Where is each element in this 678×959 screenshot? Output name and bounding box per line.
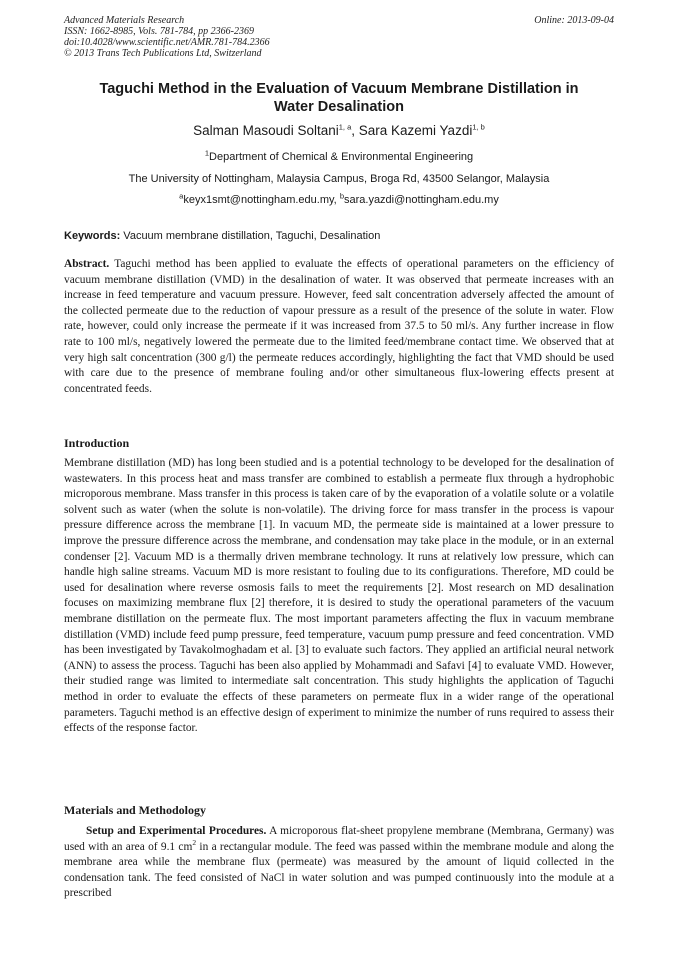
journal-name: Advanced Materials Research	[64, 15, 185, 26]
author-emails: $^a$keyx1smt@nottingham.edu.my, $^b$sara.yazdi@nottingham.edu.my	[179, 191, 499, 206]
author-separator: ,	[351, 123, 359, 138]
issn-line: ISSN: 1662-8985, Vols. 781-784, pp 2366-2369	[64, 26, 254, 37]
abstract-section	[64, 257, 614, 397]
subsection-lead: Setup and Experimental Procedures.	[86, 825, 267, 837]
journal-header	[64, 15, 270, 59]
introduction-text: Membrane distillation (MD) has long been studied and is a potential technology to be developed for the desalination of wastewaters. In this process heat and mass transfer are combined to establish a permeate flux through a hydrophobic microporous membrane. Mass transfer in this process is taken care of by the evaporation of a volatile solute or a volatile solvent such as water (when the solute is non-volatile). The driving force for mass transfer in the process is vapour pressure difference across the membrane [1]. In vacuum MD, the permeate side is maintained at a lower pressure to improve the pressure difference across the membrane, and condensation may take place in the module, or in an external condenser [2]. Vacuum MD is a thermally driven membrane technology. It runs at relatively low pressure, which can handle high saline streams. Vacuum MD is more resistant to fouling due to its configurations. Therefore, MD could be used for desalination where reverse osmosis fails to meet the requirements [2]. Most research on MD desalination focuses on maximizing membrane flux [2] therefore, it is desired to study the operational parameters of the vacuum membrane distillation on the permeate flux. The most important parameters affecting the flux in vacuum membrane distillation (VMD) include feed pump pressure, feed temperature, vacuum pump pressure and feed concentration. VMD has been investigated by Tavakolmoghadam et al. [3] to evaluate such factors. They applied an artificial neural network (ANN) to assess the process. Taguchi has been also applied by Mohammadi and Safavi [4] to evaluate VMD. However, their studied range was limited to intermediate salt concentration. This study highlights the application of Taguchi method in order to evaluate the effects of these parameters on permeate flux in a wider range of the operational parameters. Taguchi method is an effective design of experiment to minimize the number of runs required to assess their effects of the response factor.	[64, 457, 614, 735]
title-line-1: Taguchi Method in the Evaluation of Vacuum Membrane Distillation in	[99, 81, 579, 97]
author-superscript: 1, b	[472, 122, 485, 132]
affiliation-superscript: 1	[204, 148, 210, 158]
email-link[interactable]: keyx1smt@nottingham.edu.my,	[183, 194, 340, 206]
author-superscript: 1, a	[338, 122, 352, 132]
keywords-line	[64, 229, 614, 243]
methods-text-continued: in a rectangular module. The feed was passed within the membrane module and along the membrane area while the membrane flux (permeate) was measured by the amount of liquid collected in the condensation tank. The feed consisted of NaCl in water solution and was pumped continuously into the module at a prescribed	[64, 840, 614, 900]
author-list	[54, 122, 624, 140]
author-name: Sara Kazemi Yazdi	[358, 123, 473, 138]
unit-superscript: 2	[192, 837, 197, 847]
keywords-label: Keywords:	[64, 230, 121, 242]
introduction-section	[64, 456, 614, 737]
author-name: Salman Masoudi Soltani	[193, 123, 339, 138]
abstract-text: Taguchi method has been applied to evaluate the effects of operational parameters on the efficiency of vacuum membrane distillation (VMD) in the desalination of water. It was observed that permeate increases with an increase in feed temperature and vacuum pressure. However, feed salt concentration adversely affected the amount of the collected permeate due to the reduction of vapour pressure as a result of the presence of the solute in water. Flow rate, however, could only increase the permeate if it was increased from 37.5 to 50 ml/s. Any further increase in flow rate to 100 ml/s, negatively lowered the permeate due to the limited feed/membrane contact time. We observed that at very high salt concentration (300 g/l) the permeate reduces accordingly, highlighting the fact that VMD should be used with care due to the presence of membrane fouling and/or other simultaneous flux-lowering effects present at concentrated feeds.	[64, 258, 614, 395]
methods-text: A microporous flat-sheet propylene membrane (Membrana, Germany) was used with an area of 9.1 cm	[64, 825, 614, 853]
abstract-label: Abstract.	[64, 258, 110, 270]
section-heading-introduction: Introduction	[64, 436, 130, 450]
keywords-text: Vacuum membrane distillation, Taguchi, Desalination	[120, 230, 381, 242]
copyright-line: © 2013 Trans Tech Publications Ltd, Switzerland	[64, 48, 262, 59]
title-line-2: Water Desalination	[274, 99, 404, 115]
section-heading-methods: Materials and Methodology	[64, 803, 206, 817]
paper-title	[54, 80, 624, 116]
methods-section	[64, 824, 614, 902]
online-date: Online: 2013-09-04	[534, 15, 614, 26]
affiliation-department: $^1$Department of Chemical & Environmental Engineering	[204, 148, 474, 163]
email-link[interactable]: sara.yazdi@nottingham.edu.my	[343, 194, 499, 206]
doi-line: doi:10.4028/www.scientific.net/AMR.781-784.2366	[64, 37, 270, 48]
affiliation-university: The University of Nottingham, Malaysia Campus, Broga Rd, 43500 Selangor, Malaysia	[128, 173, 550, 185]
